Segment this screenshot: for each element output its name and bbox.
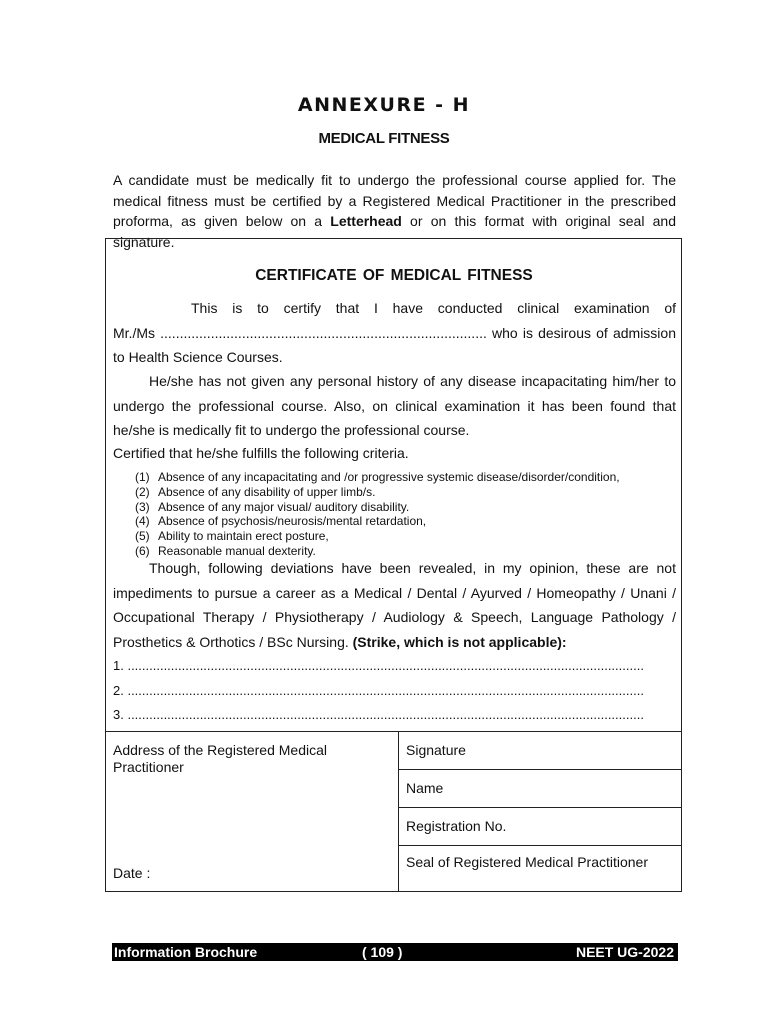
footer-exam-label: NEET UG-2022 [575,944,674,960]
criteria-item [135,500,675,515]
certificate-paragraph-2 [113,369,676,443]
criteria-number: (1) [135,470,150,484]
criteria-list [135,470,675,559]
name-label: Name [406,780,444,796]
criteria-number: (4) [135,514,150,529]
table-column-divider [398,731,399,892]
date-label: Date : [113,865,151,881]
table-row-divider [398,845,682,846]
address-label: Address of the Registered Medical Practitioner [113,742,327,775]
candidate-name-line: Mr./Ms .................................................................................... who is desirous of admission to Health Science Courses. [113,324,676,365]
history-text: He/she has not given any personal history of any disease incapacitating him/her to undergo the professional course. Also, on clinical examination it has been found that he/she is medically fit to undergo the professional course. [113,373,676,438]
criteria-text: Absence of psychosis/neurosis/mental retardation, [158,514,427,529]
criteria-number: (6) [135,543,150,558]
criteria-text: Absence of any major visual/ auditory disability. [158,499,410,514]
page-footer [112,943,678,961]
deviations-body: Though, following deviations have been revealed, in my opinion, these are not impediments to pursue a career as a Medical / Dental / Ayurved / Homeopathy / Unani / Occupational Therapy / Physiotherapy / Audiology & Speech, Language Pathology / Prosthetics & Orthotics / BSc Nursing. [113,560,676,650]
criteria-text: Reasonable manual dexterity. [158,543,316,558]
criteria-item [135,485,675,500]
criteria-text: Absence of any disability of upper limb/s. [158,484,376,499]
deviation-line-2: 2. ............................................................................................................................................... [113,683,644,698]
signature-label: Signature [406,742,466,758]
criteria-item [135,514,675,529]
certificate-paragraph-1 [113,296,676,370]
certificate-title: CERTIFICATE OF MEDICAL FITNESS [255,267,533,284]
intro-bold-text: Letterhead [330,213,402,229]
registration-label: Registration No. [406,818,507,834]
deviations-text [113,556,676,654]
table-divider [105,731,682,732]
criteria-number: (2) [135,484,150,499]
intro-text: A candidate must be medically fit to undergo the professional course applied for. The medical fitness must be certified by a Registered Medical Practitioner in the prescribed proforma, as given below on a [113,172,676,229]
criteria-text: Ability to maintain erect posture, [158,529,329,544]
table-row-divider [398,807,682,808]
criteria-item [135,470,675,485]
criteria-number: (3) [135,499,150,514]
deviation-line-3: 3. ............................................................................................................................................... [113,707,644,722]
criteria-item [135,529,675,544]
criteria-intro: Certified that he/she fulfills the following criteria. [113,445,409,461]
intro-text-end: or on this format with original seal and signature. [113,213,676,250]
criteria-text: Absence of any incapacitating and /or progressive systemic disease/disorder/condition, [158,470,620,484]
strike-instruction: (Strike, which is not applicable): [352,633,567,650]
certify-line: This is to certify that I have conducted clinical examination of [191,300,676,316]
footer-brochure-label: Information Brochure [114,944,258,960]
deviation-line-1: 1. ............................................................................................................................................... [113,658,644,673]
certificate-paragraph-4 [113,556,676,654]
seal-label: Seal of Registered Medical Practitioner [406,854,649,870]
footer-page-number: ( 109 ) [362,944,403,960]
criteria-number: (5) [135,529,150,544]
annexure-title: ANNEXURE - H [297,94,471,116]
table-row-divider [398,769,682,770]
page-subtitle: MEDICAL FITNESS [318,130,450,147]
